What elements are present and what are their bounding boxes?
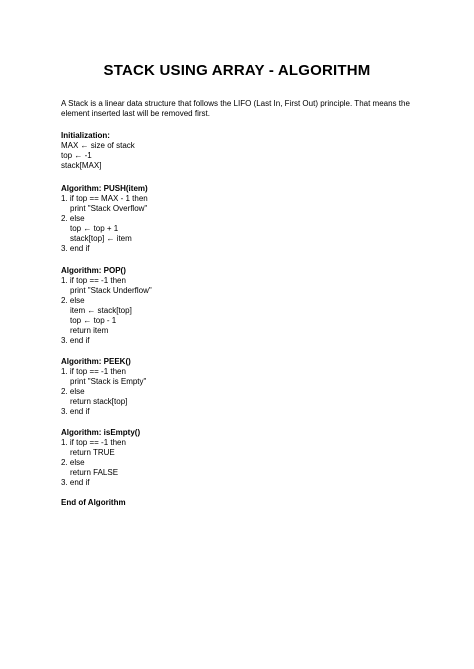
- code-line: top ← top - 1: [70, 316, 117, 325]
- end-of-algorithm: End of Algorithm: [61, 498, 126, 507]
- section-heading: Algorithm: PUSH(item): [61, 184, 148, 193]
- code-line: 2. else: [61, 458, 85, 467]
- code-line: return FALSE: [70, 468, 119, 477]
- code-line: 3. end if: [61, 336, 90, 345]
- code-line: 1. if top == -1 then: [61, 276, 126, 285]
- code-line: top ← -1: [61, 151, 92, 160]
- code-line: return item: [70, 326, 109, 335]
- code-line: 3. end if: [61, 478, 90, 487]
- code-line: 1. if top == -1 then: [61, 438, 126, 447]
- code-line: item ← stack[top]: [70, 306, 132, 315]
- initialization-section: [61, 131, 135, 171]
- code-line: stack[top] ← item: [70, 234, 132, 243]
- code-line: MAX ← size of stack: [61, 141, 135, 150]
- code-line: return stack[top]: [70, 397, 128, 406]
- intro-line: element inserted last will be removed first.: [61, 109, 210, 118]
- push-section: [61, 184, 148, 254]
- code-line: print "Stack Overflow": [70, 204, 148, 213]
- section-heading: Algorithm: POP(): [61, 266, 126, 275]
- section-heading: Algorithm: isEmpty(): [61, 428, 141, 437]
- intro-line: A Stack is a linear data structure that follows the LIFO (Last In, First Out) principle. That means the: [61, 99, 410, 108]
- code-line: 1. if top == -1 then: [61, 367, 126, 376]
- intro-paragraph: [61, 99, 421, 119]
- code-line: 3. end if: [61, 244, 90, 253]
- section-heading: Initialization:: [61, 131, 110, 140]
- isempty-section: [61, 428, 140, 488]
- code-line: stack[MAX]: [61, 161, 102, 170]
- code-line: 2. else: [61, 387, 85, 396]
- code-line: 2. else: [61, 296, 85, 305]
- code-line: print "Stack is Empty": [70, 377, 147, 386]
- code-line: 1. if top == MAX - 1 then: [61, 194, 148, 203]
- code-line: 3. end if: [61, 407, 90, 416]
- peek-section: [61, 357, 146, 417]
- pop-section: [61, 266, 152, 346]
- code-line: top ← top + 1: [70, 224, 119, 233]
- section-heading: Algorithm: PEEK(): [61, 357, 131, 366]
- code-line: print "Stack Underflow": [70, 286, 152, 295]
- code-line: 2. else: [61, 214, 85, 223]
- code-line: return TRUE: [70, 448, 115, 457]
- page-title: STACK USING ARRAY - ALGORITHM: [103, 62, 371, 79]
